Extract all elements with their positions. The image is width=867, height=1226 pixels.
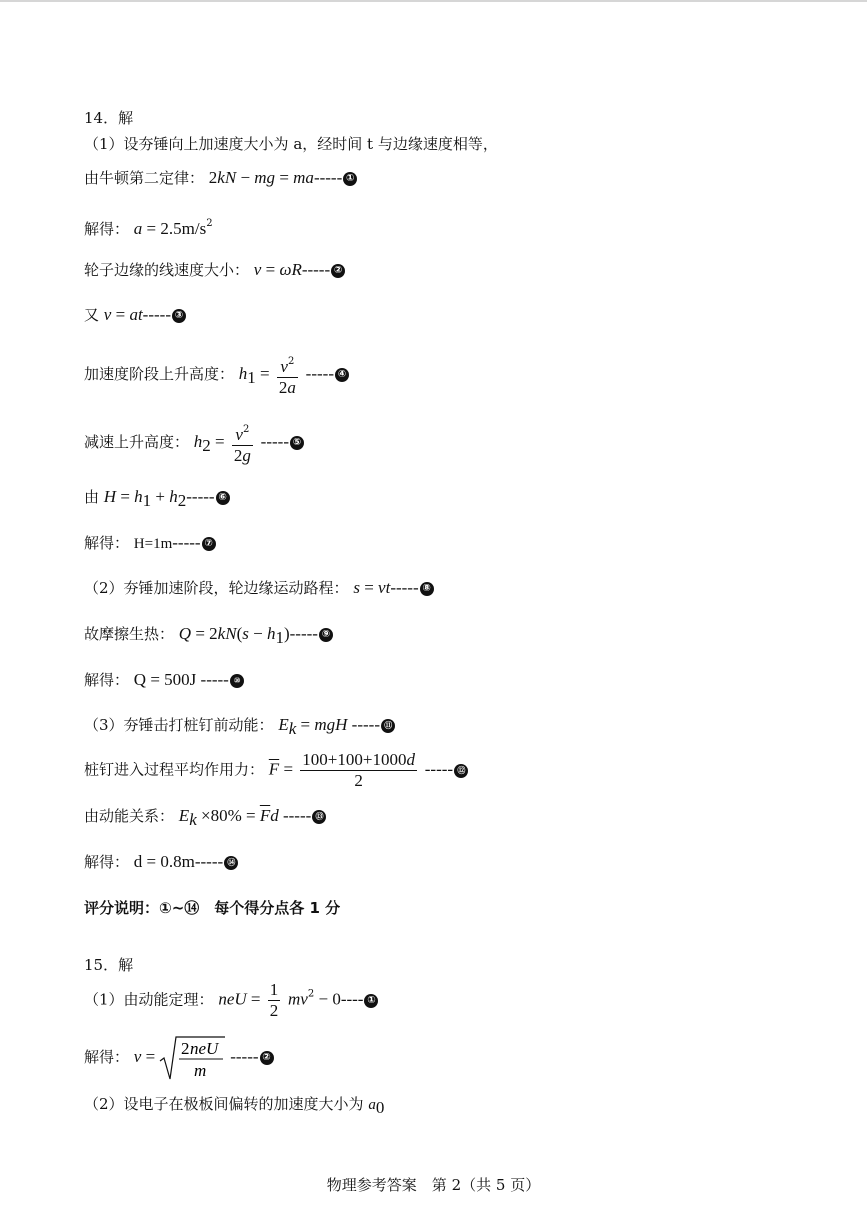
fraction-h2: $\frac{v^2}{2g}$ <box>232 420 253 466</box>
fraction-h1: $\frac{v^2}{2a}$ <box>277 352 298 398</box>
svg-text:2: 2 <box>181 1039 190 1058</box>
q14-title: 14．解 <box>84 109 134 127</box>
fraction-half: $\frac{1}{2}$ <box>269 980 279 1020</box>
mark-q15-2: ② <box>260 1051 274 1065</box>
eq-heat-line: 故摩擦生热： $Q = 2kN(s - h_1)-----$ ⑨ <box>84 624 333 648</box>
eq-h1-line: 加速度阶段上升高度： $h_1$ = $\frac{v^2}{2a}$ ----- ④ <box>84 352 349 398</box>
mark-8: ⑧ <box>420 582 434 596</box>
mark-5: ⑤ <box>290 436 304 450</box>
mark-4: ④ <box>335 368 349 382</box>
mark-1: ① <box>343 172 357 186</box>
eq-accel-line: 解得： $a = 2.5m/s^2$ <box>84 218 213 238</box>
mark-11: ⑪ <box>381 719 395 733</box>
mark-12: ⑫ <box>454 764 468 778</box>
mark-3: ③ <box>172 309 186 323</box>
q14-part1-intro: （1）设夯锤向上加速度大小为 a，经时间 t 与边缘速度相等， <box>84 135 498 153</box>
fraction-force: $\frac{100+100+1000d}{2}$ <box>302 750 415 790</box>
mark-14: ⑭ <box>224 856 238 870</box>
scoring-note: 评分说明：①~⑭ 每个得分点各 1 分 <box>84 899 341 917</box>
eq-kinetic-line: （1）由动能定理： neU = $\frac{1}{2}$ $mv^2 - 0----$ ① <box>84 980 378 1021</box>
q14-part2-line: （2）夯锤加速阶段，轮边缘运动路程： s = vt----- ⑧ <box>84 578 434 598</box>
eq-H-sum-line: 由 $H = h_1 + h_2-----$ ⑥ <box>84 487 230 511</box>
q14-part3-line: （3）夯锤击打桩钉前动能： $E_k$ = mgH ----- ⑪ <box>84 715 395 739</box>
eq-energy-line: 由动能关系： $E_k \times 80\% = \overline{F}d$ ----- ⑬ <box>84 806 326 830</box>
top-border <box>0 0 867 2</box>
eq-h2-line: 减速上升高度： $h_2$ = $\frac{v^2}{2g}$ ----- ⑤ <box>84 420 304 466</box>
mark-2: ② <box>331 264 345 278</box>
eq-d-result-line: 解得： d = 0.8m----- ⑭ <box>84 852 238 872</box>
svg-text:neU: neU <box>190 1039 219 1058</box>
eq-force-line: 桩钉进入过程平均作用力： $\overline{F}$ = $\frac{100+100+1000d}{2}$ ----- ⑫ <box>84 750 468 791</box>
page-footer: 物理参考答案 第 2（共 5 页） <box>326 1176 541 1194</box>
eq-velocity-line: 轮子边缘的线速度大小： v = ωR----- ② <box>84 260 345 280</box>
eq-H-result-line: 解得： H=1m----- ⑦ <box>84 533 216 554</box>
mark-6: ⑥ <box>216 491 230 505</box>
eq-vat-line: 又 v = at----- ③ <box>84 305 186 325</box>
eq-newton-line: 由牛顿第二定律： 2kN − mg = ma----- ① <box>84 168 357 188</box>
eq-Q-result-line: 解得： Q = 500J ----- ⑩ <box>84 670 244 690</box>
q15-part2-line: （2）设电子在极板间偏转的加速度大小为 $a_0$ <box>84 1095 385 1117</box>
q15-title: 15．解 <box>84 956 134 974</box>
eq-v-result-line: 解得： v = 2 neU m ----- ② <box>84 1035 274 1081</box>
mark-9: ⑨ <box>319 628 333 642</box>
mark-10: ⑩ <box>230 674 244 688</box>
mark-q15-1: ① <box>364 994 378 1008</box>
mark-13: ⑬ <box>312 810 326 824</box>
svg-text:m: m <box>194 1061 207 1080</box>
sqrt-expression <box>159 1035 225 1081</box>
mark-7: ⑦ <box>202 537 216 551</box>
